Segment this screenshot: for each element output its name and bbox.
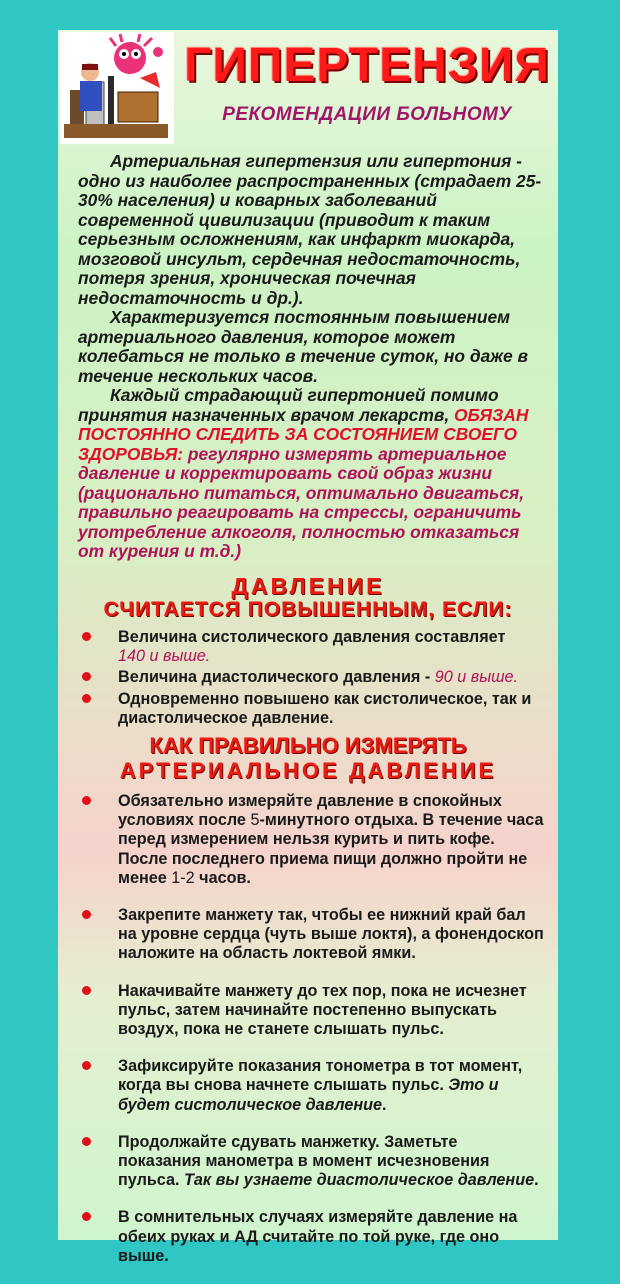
list-item-text: Величина систолического давления составляет — [118, 628, 506, 646]
list-item-text: Одновременно повышено как систолическое, так и диастолическое давление. — [118, 689, 532, 727]
bullet-icon — [82, 632, 91, 641]
section2-title-line1: КАК ПРАВИЛЬНО ИЗМЕРЯТЬ — [149, 733, 467, 758]
header — [58, 30, 558, 150]
list-item-text: Зафиксируйте показания тонометра в тот момент, когда вы снова начнете слышать пульс. — [118, 1057, 523, 1095]
bullet-icon — [82, 1137, 91, 1146]
list-item — [58, 982, 558, 1040]
list-item-text: Величина диастолического давления - — [118, 668, 431, 687]
leaflet-card — [58, 30, 558, 1265]
intro-paragraph-2: Характеризуется постоянным повышением артериального давления, которое может колебаться не только в течение суток, но даже в течение нескольких часов. — [78, 307, 529, 386]
list-item-text: . — [382, 1095, 387, 1114]
section1-title-line2: СЧИТАЕТСЯ ПОВЫШЕННЫМ, ЕСЛИ: — [103, 598, 513, 621]
intro-paragraph-3 — [78, 386, 548, 562]
bullet-icon — [82, 986, 91, 995]
intro-paragraph-1: Артериальная гипертензия или гипертония - одно из наиболее распространенных (страдает 25-30% населения) и коварных заболеваний современной цивилизации (приводит к таким серьезным осложнениям, как инфаркт миокарда, мозговой инсульт, сердечная недостаточность, потеря зрения, хроническая почечная недостаточность и др.). — [78, 151, 542, 308]
bullet-icon — [82, 1061, 91, 1070]
page-title: ГИПЕРТЕНЗИЯ — [184, 39, 550, 92]
list-item-number: 5 — [250, 811, 260, 830]
list-item-text: Продолжайте сдувать манжетку. Заметьте показания манометра в момент исчезновения пульса. — [118, 1132, 490, 1190]
bullet-icon — [82, 1212, 91, 1221]
list-item-text: . — [534, 1171, 539, 1190]
bullet-icon — [82, 796, 91, 805]
list-item-highlight: 140 и выше. — [118, 647, 211, 666]
intro-warning: ОБЯЗАН ПОСТОЯННО СЛЕДИТЬ ЗА СОСТОЯНИЕМ СВОЕГО ЗДОРОВЬЯ: — [78, 404, 529, 464]
list-item-number: 1-2 — [171, 868, 195, 887]
list-item — [58, 1057, 558, 1115]
list-item-text: Закрепите манжету так, чтобы ее нижний край бал на уровне сердца (чуть выше локтя), а фонендоскоп наложите на область локтевой ямки. — [118, 906, 544, 963]
list-item-text: часов. — [194, 868, 251, 887]
bullet-icon — [82, 672, 91, 681]
page-subtitle: РЕКОМЕНДАЦИИ БОЛЬНОМУ — [222, 104, 512, 125]
section2-list — [58, 792, 558, 1284]
list-item-italic: Так вы узнаете диастолическое давление — [184, 1171, 535, 1190]
list-item-text: В сомнительных случаях измеряйте давление на обеих руках и АД считайте по той руке, где оно выше. — [118, 1208, 518, 1265]
intro-text — [78, 152, 548, 562]
list-item-text: Обязательно измеряйте давление в спокойных условиях после — [118, 792, 502, 830]
list-item — [58, 1133, 558, 1191]
list-item — [58, 690, 558, 728]
list-item — [58, 906, 558, 964]
list-item-highlight: 90 и выше. — [434, 668, 519, 687]
section1-list — [58, 628, 558, 730]
bullet-icon — [82, 694, 91, 703]
section1-title-line1: ДАВЛЕНИЕ — [231, 573, 385, 599]
list-item — [58, 792, 558, 888]
list-item-text: -минутного отдыха. В течение часа перед измерением нельзя курить и пить кофе. После последнего приема пищи должно пройти не менее — [118, 811, 544, 887]
intro-p3-start: Каждый страдающий гипертонией помимо принятия назначенных врачом лекарств, — [78, 385, 499, 425]
section2-title-line2: АРТЕРИАЛЬНОЕ ДАВЛЕНИЕ — [119, 758, 497, 783]
list-item-text: Накачивайте манжету до тех пор, пока не исчезнет пульс, затем начинайте постепенно выпускать воздух, пока не станете слышать пульс. — [118, 981, 527, 1039]
doctor-illustration-icon — [60, 32, 174, 144]
list-item — [58, 1208, 558, 1266]
list-item — [58, 668, 558, 687]
intro-p3-end: регулярно измерять артериальное давление и корректировать свой образ жизни (рационально питаться, оптимально двигаться, правильно реагировать на стрессы, ограничить употребление алкоголя, полностью отказаться от курения и т.д.) — [78, 443, 525, 561]
list-item-italic: Это и будет систолическое давление — [118, 1076, 499, 1114]
list-item — [58, 628, 558, 666]
bullet-icon — [82, 910, 91, 919]
